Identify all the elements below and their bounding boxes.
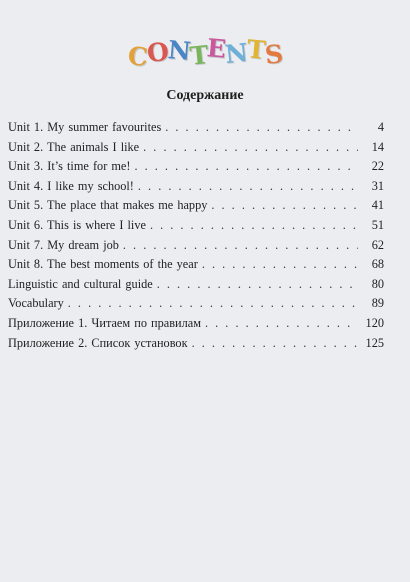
toc-entry-page: 68 — [371, 257, 384, 272]
toc-entry-title: Unit 8. The best moments of the year — [8, 257, 198, 272]
toc-dot-leader — [157, 277, 358, 292]
toc-entry — [8, 257, 384, 277]
toc-entry — [8, 238, 384, 258]
logo-letter: N — [166, 35, 191, 66]
toc-dot-leader — [143, 140, 358, 155]
toc-entry — [8, 296, 384, 316]
page-subtitle: Содержание — [166, 88, 244, 103]
toc-entry-title: Unit 4. I like my school! — [8, 178, 134, 193]
toc-dot-leader — [205, 316, 358, 331]
toc-entry — [8, 120, 384, 140]
toc-entry-title: Unit 5. The place that makes me happy — [8, 198, 208, 213]
toc-dot-leader — [134, 159, 358, 174]
toc-dot-leader — [123, 238, 358, 253]
logo-letter: T — [188, 40, 209, 71]
toc-entry — [8, 159, 384, 179]
logo-letter: C — [126, 41, 149, 72]
toc-dot-leader — [68, 296, 358, 311]
toc-entry-title: Linguistic and cultural guide — [8, 276, 153, 291]
toc-entry — [8, 179, 384, 199]
toc-entry-title: Vocabulary — [8, 296, 64, 311]
toc-dot-leader — [165, 120, 358, 135]
toc-entry — [8, 336, 384, 356]
toc-entry — [8, 140, 384, 160]
toc-entry-page: 89 — [371, 296, 384, 311]
logo-letter: T — [245, 34, 267, 65]
toc-entry-page: 4 — [377, 120, 384, 134]
toc-entry-page: 22 — [371, 159, 384, 174]
toc-entry-page: 14 — [371, 139, 384, 154]
logo-letter: N — [223, 37, 249, 70]
toc-entry-page: 120 — [365, 315, 384, 330]
contents-logo — [0, 33, 410, 72]
toc-entry-title: Приложение 2. Список установок — [8, 335, 188, 350]
toc-entry-title: Unit 1. My summer favourites — [8, 120, 162, 134]
toc-entry-title: Unit 6. This is where I live — [8, 217, 146, 232]
toc-entry-page: 125 — [365, 335, 384, 350]
toc-dot-leader — [202, 257, 358, 272]
toc-entry — [8, 316, 384, 336]
logo-letter: E — [206, 33, 227, 64]
toc-entry-page: 62 — [371, 237, 384, 252]
toc-dot-leader — [192, 336, 358, 351]
toc-entry — [8, 218, 384, 238]
toc-entry-page: 80 — [371, 276, 384, 291]
logo-letter: S — [263, 39, 284, 70]
toc-entry-title: Unit 2. The animals I like — [8, 139, 140, 154]
toc-dot-leader — [138, 179, 358, 194]
toc-dot-leader — [211, 198, 358, 213]
toc-entry-title: Unit 3. It’s time for me! — [8, 159, 131, 174]
toc-entry-title: Приложение 1. Читаем по правилам — [8, 315, 201, 330]
toc-entry-page: 41 — [371, 198, 384, 213]
logo-letter: O — [145, 36, 170, 69]
toc-entry-page: 31 — [371, 178, 384, 193]
table-of-contents — [8, 120, 384, 355]
toc-dot-leader — [150, 218, 358, 233]
toc-entry — [8, 198, 384, 218]
toc-entry — [8, 277, 384, 297]
toc-entry-page: 51 — [371, 217, 384, 232]
toc-entry-title: Unit 7. My dream job — [8, 237, 119, 252]
